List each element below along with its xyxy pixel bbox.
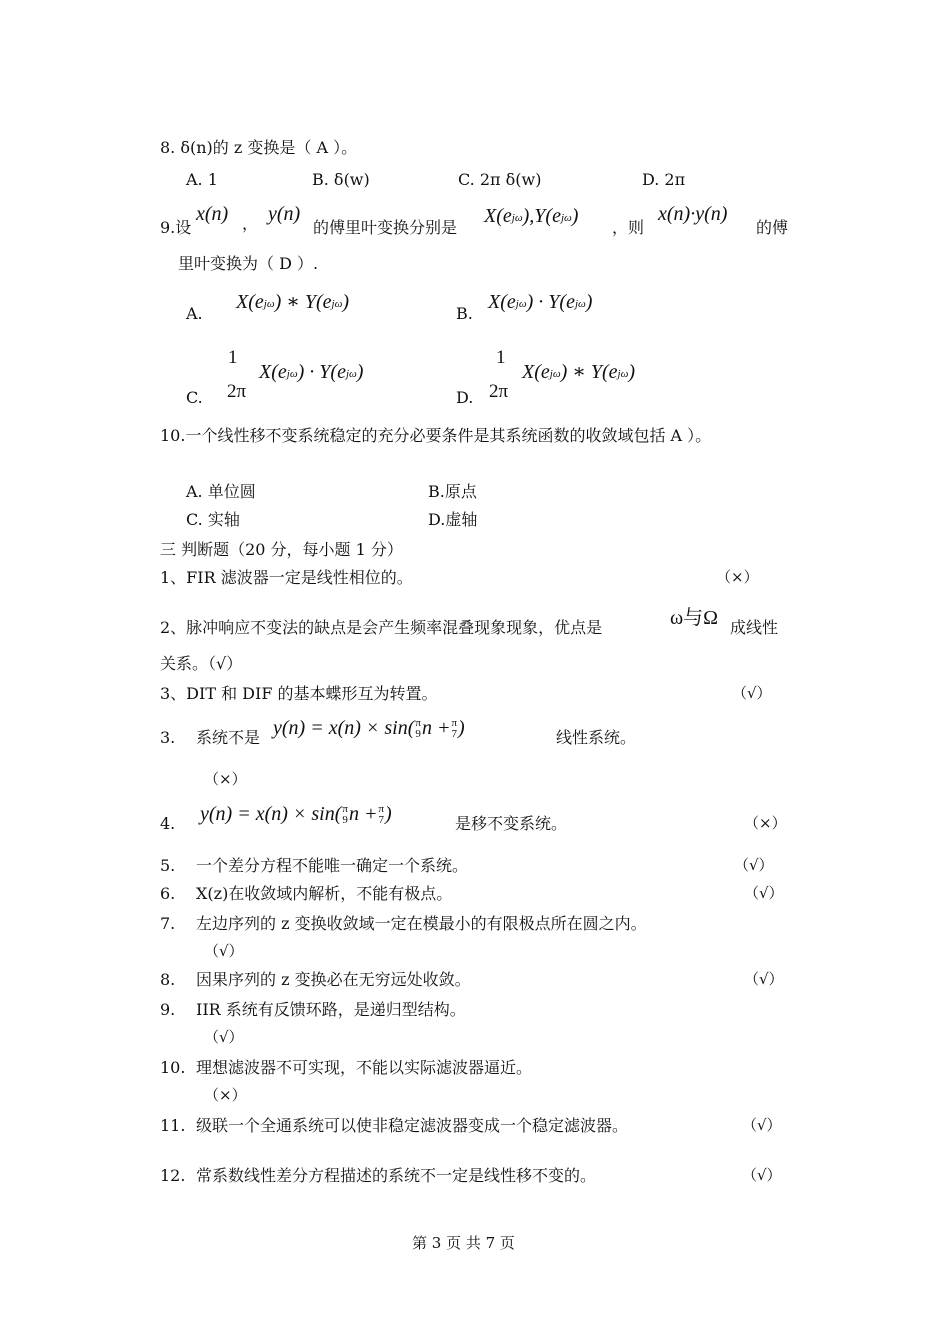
tf-item-8-mark: （√） (744, 970, 784, 988)
tf-item-1-mark: （×） (716, 568, 759, 586)
q10-option-c: C. 实轴 (186, 510, 240, 529)
tf-item-3-mark: （√） (732, 684, 772, 702)
q10-option-a: A. 单位圆 (186, 482, 256, 501)
tf-item-3b-text: 系统不是 (196, 728, 261, 747)
tf-item-4-num: 4. (160, 814, 176, 833)
tf-item-9-mark: （√） (204, 1028, 244, 1046)
eq4-nine: 9 (342, 814, 348, 827)
tf-item-2-after: 成线性 (730, 618, 779, 637)
eq4-frac-pi-9 (342, 804, 348, 826)
tf-item-10-text: 理想滤波器不可实现，不能以实际滤波器逼近。 (196, 1058, 533, 1077)
q8-option-b: B. δ(w) (312, 170, 370, 189)
q9-product: x(n)·y(n) (658, 203, 728, 225)
q9-option-b-label: B. (456, 304, 473, 323)
tf-item-5-num: 5. (160, 856, 176, 875)
q9-option-c-expr: X(ejω) · Y(ejω) (259, 361, 364, 383)
tf-item-9-num: 9. (160, 1000, 176, 1019)
q9-option-c-frac-num: 1 (228, 347, 238, 368)
tf-item-11-mark: （√） (742, 1116, 782, 1134)
tf-item-3b-mark: （×） (204, 770, 247, 788)
eq4-n: n + (348, 803, 378, 825)
q9-comma: ， (242, 214, 259, 233)
tf-item-9-text: IIR 系统有反馈环路，是递归型结构。 (196, 1000, 466, 1019)
q9-option-d-label: D. (456, 388, 474, 407)
tf-item-3b-equation (273, 718, 465, 740)
q9-yn: y(n) (268, 203, 301, 225)
eq-close: ) (458, 717, 465, 739)
eq-frac-pi-7 (451, 718, 457, 740)
q10-option-d: D.虚轴 (428, 510, 478, 529)
eq4-lhs: y(n) = x(n) × sin( (200, 803, 342, 825)
tf-item-8-text: 因果序列的 z 变换必在无穷远处收敛。 (196, 970, 471, 989)
tf-item-2-text: 2、脉冲响应不变法的缺点是会产生频率混叠现象现象，优点是 (160, 618, 603, 637)
tf-item-4-equation (200, 804, 392, 826)
eq4-pi-2: π (378, 803, 385, 816)
q9-mid: 的傅里叶变换分别是 (313, 218, 458, 237)
tf-item-11-num: 11. (160, 1116, 186, 1135)
q9-option-d-frac-den: 2π (489, 381, 509, 402)
q9-prefix: 9.设 (160, 218, 192, 237)
q9-transforms: X(ejω),Y(ejω) (484, 205, 579, 227)
q9-option-d-frac-num: 1 (496, 347, 506, 368)
section3-title: 三 判断题（20 分，每小题 1 分） (160, 540, 403, 559)
tf-item-3b-after: 线性系统。 (556, 728, 637, 747)
tf-item-2-math: ω与Ω (670, 607, 719, 629)
q10-option-b: B.原点 (428, 482, 477, 501)
q9-option-a-expr: X(ejω) ∗ Y(ejω) (236, 291, 350, 313)
q9-option-a-label: A. (186, 304, 203, 323)
eq-pi-2: π (451, 717, 458, 730)
eq4-pi: π (342, 803, 348, 816)
q9-then: ，则 (612, 218, 645, 237)
tf-item-7-text: 左边序列的 z 变换收敛域一定在模最小的有限极点所在圆之内。 (196, 914, 647, 933)
tf-item-12-num: 12. (160, 1166, 186, 1185)
eq4-seven: 7 (378, 814, 384, 827)
eq-lhs: y(n) = x(n) × sin( (273, 717, 415, 739)
eq-n: n + (421, 717, 451, 739)
tf-item-6-text: X(z)在收敛域内解析，不能有极点。 (196, 884, 453, 903)
eq4-frac-pi-7 (378, 804, 384, 826)
tf-item-6-mark: （√） (744, 884, 784, 902)
q9-option-d-expr: X(ejω) ∗ Y(ejω) (522, 361, 636, 383)
tf-item-1-text: 1、FIR 滤波器一定是线性相位的。 (160, 568, 413, 587)
q9-line2: 里叶变换为（ D ）. (178, 254, 319, 273)
eq-pi: π (415, 717, 421, 730)
q8-stem: 8. δ(n)的 z 变换是（ A ）。 (160, 138, 358, 157)
eq-frac-pi-9 (415, 718, 421, 740)
tf-item-6-num: 6. (160, 884, 176, 903)
q9-option-c-frac-den: 2π (227, 381, 247, 402)
tf-item-12-mark: （√） (742, 1166, 782, 1184)
q9-suffix: 的傅 (756, 218, 789, 237)
eq-seven: 7 (451, 728, 457, 741)
eq4-close: ) (385, 803, 392, 825)
tf-item-7-mark: （√） (204, 942, 244, 960)
tf-item-5-text: 一个差分方程不能唯一确定一个系统。 (196, 856, 469, 875)
tf-item-2-cont: 关系。（√） (160, 654, 243, 673)
tf-item-5-mark: （√） (734, 856, 774, 874)
tf-item-12-text: 常系数线性差分方程描述的系统不一定是线性移不变的。 (196, 1166, 597, 1185)
eq-nine: 9 (415, 728, 421, 741)
q8-option-c: C. 2π δ(w) (458, 170, 542, 189)
q9-option-c-label: C. (186, 388, 203, 407)
tf-item-3b-num: 3. (160, 728, 176, 747)
tf-item-10-mark: （×） (204, 1086, 247, 1104)
tf-item-3-text: 3、DIT 和 DIF 的基本蝶形互为转置。 (160, 684, 438, 703)
tf-item-11-text: 级联一个全通系统可以使非稳定滤波器变成一个稳定滤波器。 (196, 1116, 629, 1135)
tf-item-8-num: 8. (160, 970, 176, 989)
q10-stem: 10.一个线性移不变系统稳定的充分必要条件是其系统函数的收敛域包括 A ）。 (160, 426, 712, 445)
q9-xn: x(n) (196, 203, 229, 225)
page-footer: 第 3 页 共 7 页 (412, 1234, 515, 1252)
tf-item-4-after: 是移不变系统。 (455, 814, 568, 833)
tf-item-4-mark: （×） (744, 814, 787, 832)
q9-option-b-expr: X(ejω) · Y(ejω) (488, 291, 593, 313)
tf-item-10-num: 10. (160, 1058, 186, 1077)
q8-option-d: D. 2π (642, 170, 686, 189)
q8-option-a: A. 1 (186, 170, 218, 189)
tf-item-7-num: 7. (160, 914, 176, 933)
